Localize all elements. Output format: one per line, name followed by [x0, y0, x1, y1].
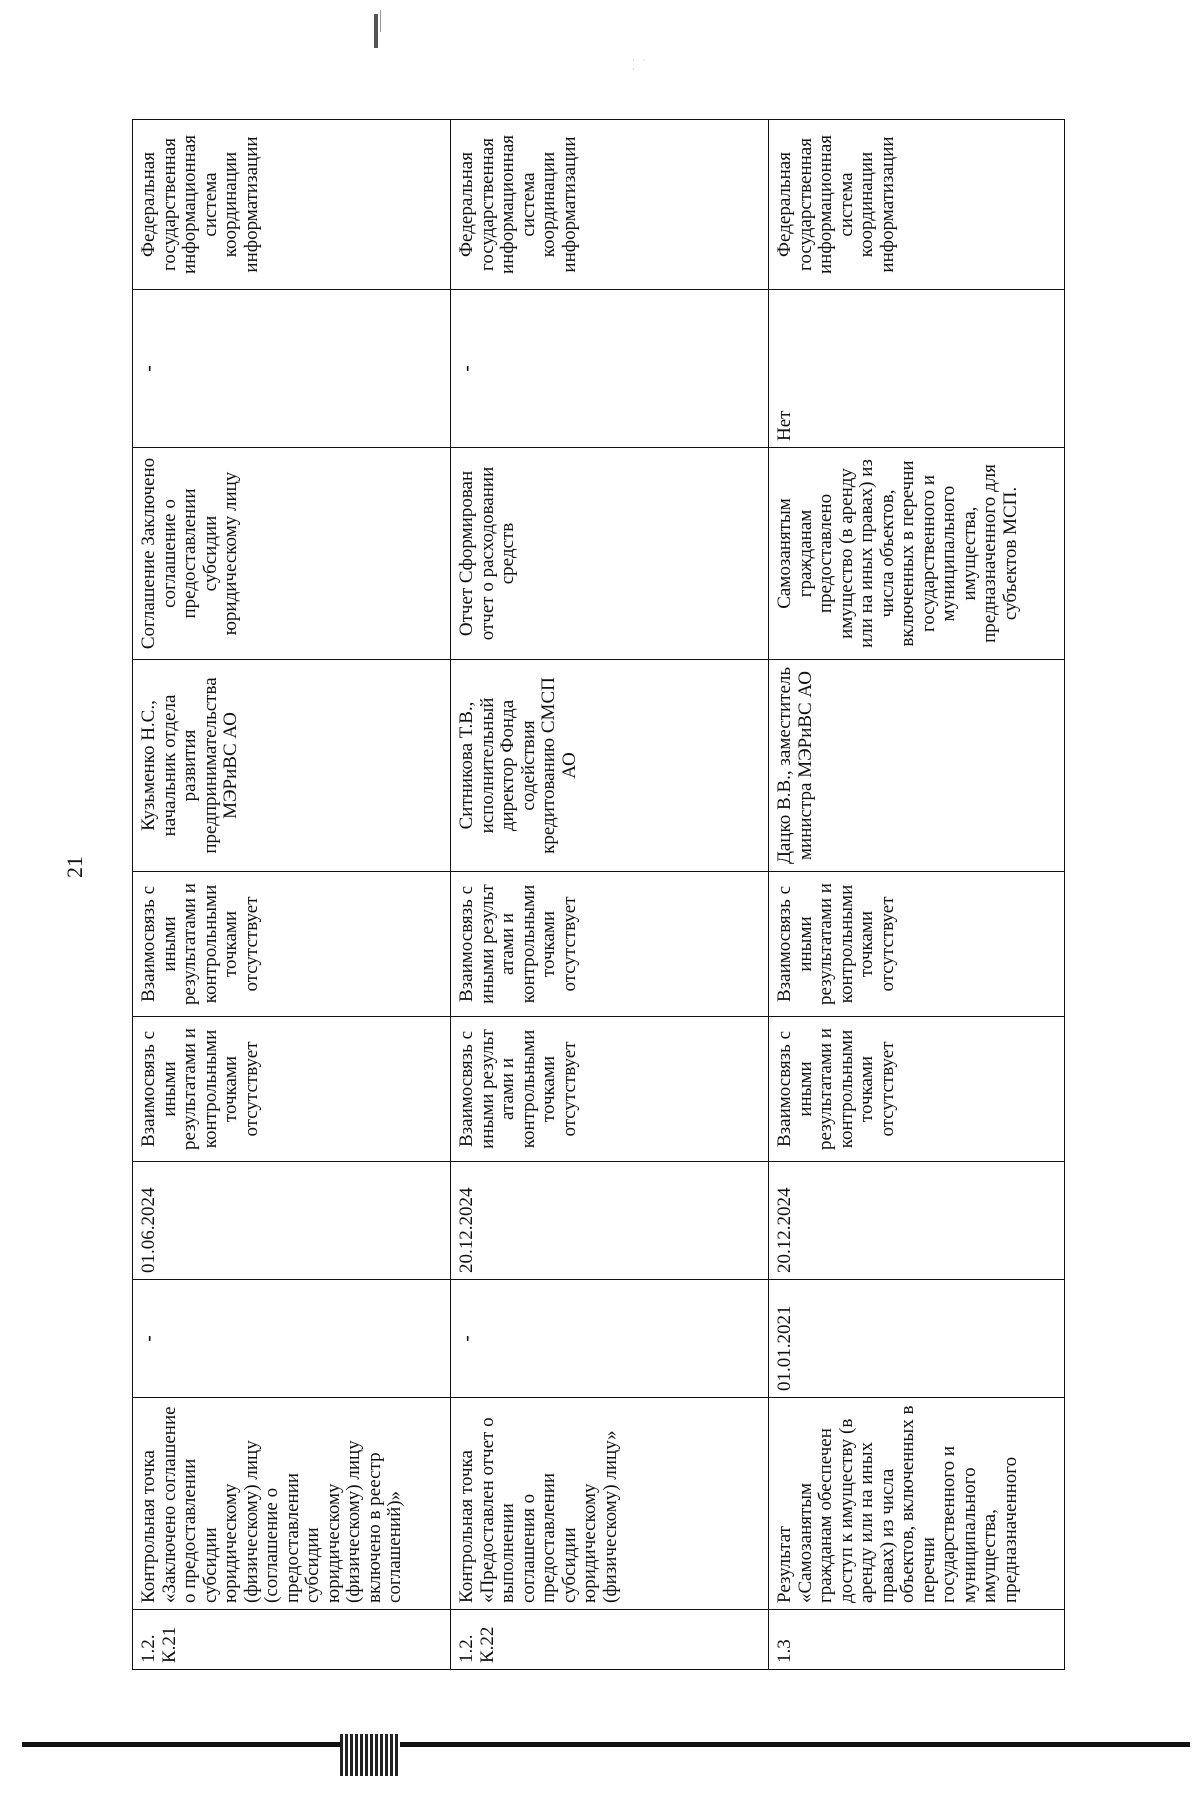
row-number: 1.2. К.22 [451, 1610, 769, 1670]
table-row [133, 120, 451, 1670]
row-responsible: Кузьменко Н.С., начальник отдела развития предпринимательства МЭРиВС АО [133, 660, 451, 872]
row-system: Федеральная государственная информационная система координации информатизации [769, 120, 1065, 290]
row-link-next: Взаимосвязь с иными результатами и контрольными точками отсутствует [769, 872, 1065, 1017]
row-name: Контрольная точка «Заключено соглашение о предоставлении субсидии юридическому (физическому) лицу (соглашение о предоставлении субсидии юридическому (физическому) лицу включено в реестр соглашений)» [133, 1398, 451, 1610]
row-start-date: - [133, 1280, 451, 1398]
bottom-rule [22, 1742, 1190, 1747]
row-link-prev: Взаимосвязь с иными результатами и контрольными точками отсутствует [133, 1017, 451, 1162]
row-level: Нет [769, 290, 1065, 448]
row-start-date: 01.01.2021 [769, 1280, 1065, 1398]
row-level: - [451, 290, 769, 448]
row-document: Соглашение Заключено соглашение о предоставлении субсидии юридическому лицу [133, 448, 451, 660]
scan-binding-mark-thin [380, 10, 381, 32]
row-end-date: 01.06.2024 [133, 1162, 451, 1280]
row-end-date: 20.12.2024 [769, 1162, 1065, 1280]
row-system: Федеральная государственная информационная система координации информатизации [451, 120, 769, 290]
row-link-prev: Взаимосвязь с иными результ атами и контрольными точками отсутствует [451, 1017, 769, 1162]
table-row [451, 120, 769, 1670]
scan-binding-mark [374, 14, 378, 48]
row-system: Федеральная государственная информационная система координации информатизации [133, 120, 451, 290]
row-link-next: Взаимосвязь с иными результатами и контрольными точками отсутствует [133, 872, 451, 1017]
scan-noise: · · · [632, 56, 649, 74]
row-number: 1.3 [769, 1610, 1065, 1670]
row-document: Отчет Сформирован отчет о расходовании средств [451, 448, 769, 660]
row-link-prev: Взаимосвязь с иными результатами и контрольными точками отсутствует [769, 1017, 1065, 1162]
row-document: Самозанятым гражданам предоставлено имущество (в аренду или на иных правах) из числа объектов, включенных в перечни государственного и муниципального имущества, предназначенного для субъектов МСП. [769, 448, 1065, 660]
row-link-next: Взаимосвязь с иными результ атами и контрольными точками отсутствует [451, 872, 769, 1017]
row-name: Результат «Самозанятым гражданам обеспечен доступ к имуществу (в аренду или на иных правах) из числа объектов, включенных в перечни государственного и муниципального имущества, предназначенного [769, 1398, 1065, 1610]
row-end-date: 20.12.2024 [451, 1162, 769, 1280]
scan-barcode-mark [340, 1734, 400, 1776]
row-start-date: - [451, 1280, 769, 1398]
page-number: 21 [62, 856, 87, 878]
row-name: Контрольная точка «Предоставлен отчет о выполнении соглашения о предоставлении субсидии юридическому (физическому) лицу» [451, 1398, 769, 1610]
row-level: - [133, 290, 451, 448]
row-responsible: Ситникова Т.В., исполнительный директор Фонда содействия кредитованию СМСП АО [451, 660, 769, 872]
data-table [132, 119, 1065, 1670]
rotated-table-container [132, 120, 1064, 1670]
row-number: 1.2. К.21 [133, 1610, 451, 1670]
table-row [769, 120, 1065, 1670]
row-responsible: Дацко В.В., заместитель министра МЭРиВС АО [769, 660, 1065, 872]
